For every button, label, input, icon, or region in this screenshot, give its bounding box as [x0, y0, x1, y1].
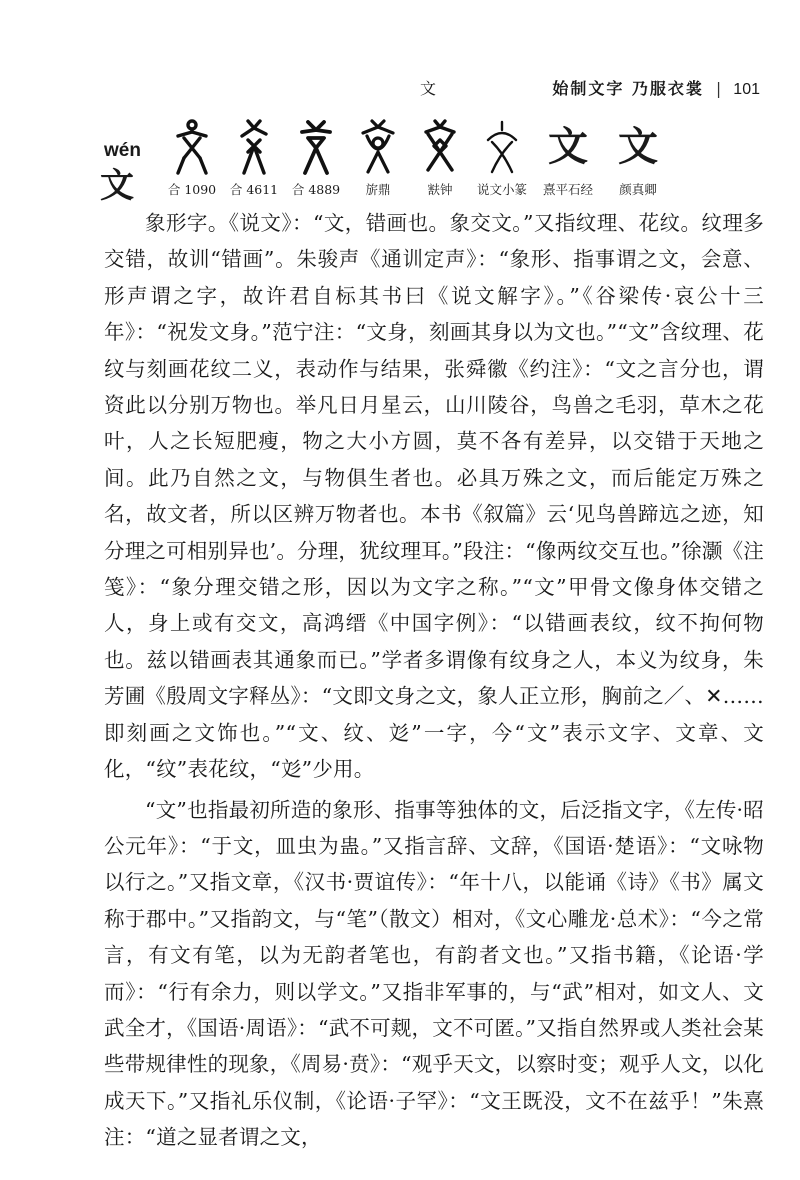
glyph-caption: 说文小篆: [476, 182, 527, 197]
running-header: [552, 76, 760, 99]
bronze-glyph-icon: [420, 118, 460, 176]
glyph-caption: 颜真卿: [619, 182, 657, 197]
book-title: 始制文字 乃服衣裳: [552, 79, 704, 98]
body-paragraph: “文”也指最初所造的象形、指事等独体的文，后泛指文字，《左传·昭公元年》：“于文，皿虫为蛊。”又指言辞、文辞，《国语·楚语》：“文咏物以行之。”又指文章，《汉书·贾谊传》：“年十八，以能诵《诗》《书》属文称于郡中。”又指韵文，与“笔”（散文）相对，《文心雕龙·总术》：“今之常言，有文有笔，以为无韵者笔也，有韵者文也。”又指书籍，《论语·学而》：“行有余力，则以学文。”又指非军事的，与“武”相对，如文人、文武全才，《国语·周语》：“武不可觌，文不可匿。”又指自然界或人类社会某些带规律性的现象，《周易·贲》：“观乎天文，以察时变；观乎人文，以化成天下。”又指礼乐仪制，《论语·子罕》：“文王既没，文不在兹乎！”朱熹注：“道之显者谓之文，: [104, 797, 764, 1150]
glyph-modern-yan-zhenqing: [606, 118, 670, 202]
glyph-caption: 㝬钟: [427, 182, 453, 197]
glyph-seal: [470, 118, 534, 202]
glyph-caption: 旂鼎: [365, 182, 391, 197]
headword-character: 文: [100, 166, 134, 206]
seal-script-glyph-icon: [482, 118, 522, 176]
page-number: 101: [733, 81, 760, 98]
header-separator: |: [715, 79, 722, 98]
glyph-caption: 合 1090: [167, 182, 217, 197]
running-header-entry: 文: [420, 79, 438, 98]
glyph-evolution-row: [160, 118, 680, 202]
glyph-modern-character: 文: [548, 123, 588, 170]
glyph-caption: 熹平石经: [542, 182, 593, 197]
body-paragraph: 象形字。《说文》：“文，错画也。象交文。”又指纹理、花纹。纹理多交错，故训“错画”。朱骏声《通训定声》：“象形、指事谓之文，会意、形声谓之字，故许君自标其书曰《说文解字》。”《谷梁传·哀公十三年》：“祝发文身。”范宁注：“文身，刻画其身以为文也。”“文”含纹理、花纹与刻画花纹二义，表动作与结果，张舜徽《约注》：“文之言分也，谓资此以分别万物也。举凡日月星云，山川陵谷，鸟兽之毛羽，草木之花叶，人之长短肥瘦，物之大小方圆，莫不各有差异，以交错于天地之间。此乃自然之文，与物俱生者也。必具万殊之文，而后能定万殊之名，故文者，所以区辨万物者也。本书《叙篇》云‘见鸟兽蹄迒之迹，知分理之可相别异也’。分理，犹纹理耳。”段注：“像两纹交互也。”徐灏《注笺》：“象分理交错之形，因以为文字之称。”“文”甲骨文像身体交错之人，身上或有交文，高鸿缙《中国字例》：“以错画表纹，纹不拘何物也。兹以错画表其通象而已。”学者多谓像有纹身之人，本义为纹身，朱芳圃《殷周文字释丛》：“文即文身之文，象人正立形，胸前之／、✕……即刻画之文饰也。”“文、纹、彣”一字，今“文”表示文字、文章、文化，“纹”表花纹，“彣”少用。: [104, 211, 764, 782]
bronze-glyph-icon: [358, 118, 398, 176]
headword-pinyin: wén: [104, 140, 141, 161]
oracle-bone-glyph-icon: [172, 118, 212, 176]
oracle-bone-glyph-icon: [296, 118, 336, 176]
entry-body: [104, 205, 764, 1156]
oracle-bone-glyph-icon: [234, 118, 274, 176]
glyph-modern-stone-classic: [536, 118, 600, 202]
glyph-caption: 合 4611: [229, 182, 279, 197]
glyph-caption: 合 4889: [291, 182, 341, 197]
glyph-modern-character: 文: [618, 123, 658, 170]
